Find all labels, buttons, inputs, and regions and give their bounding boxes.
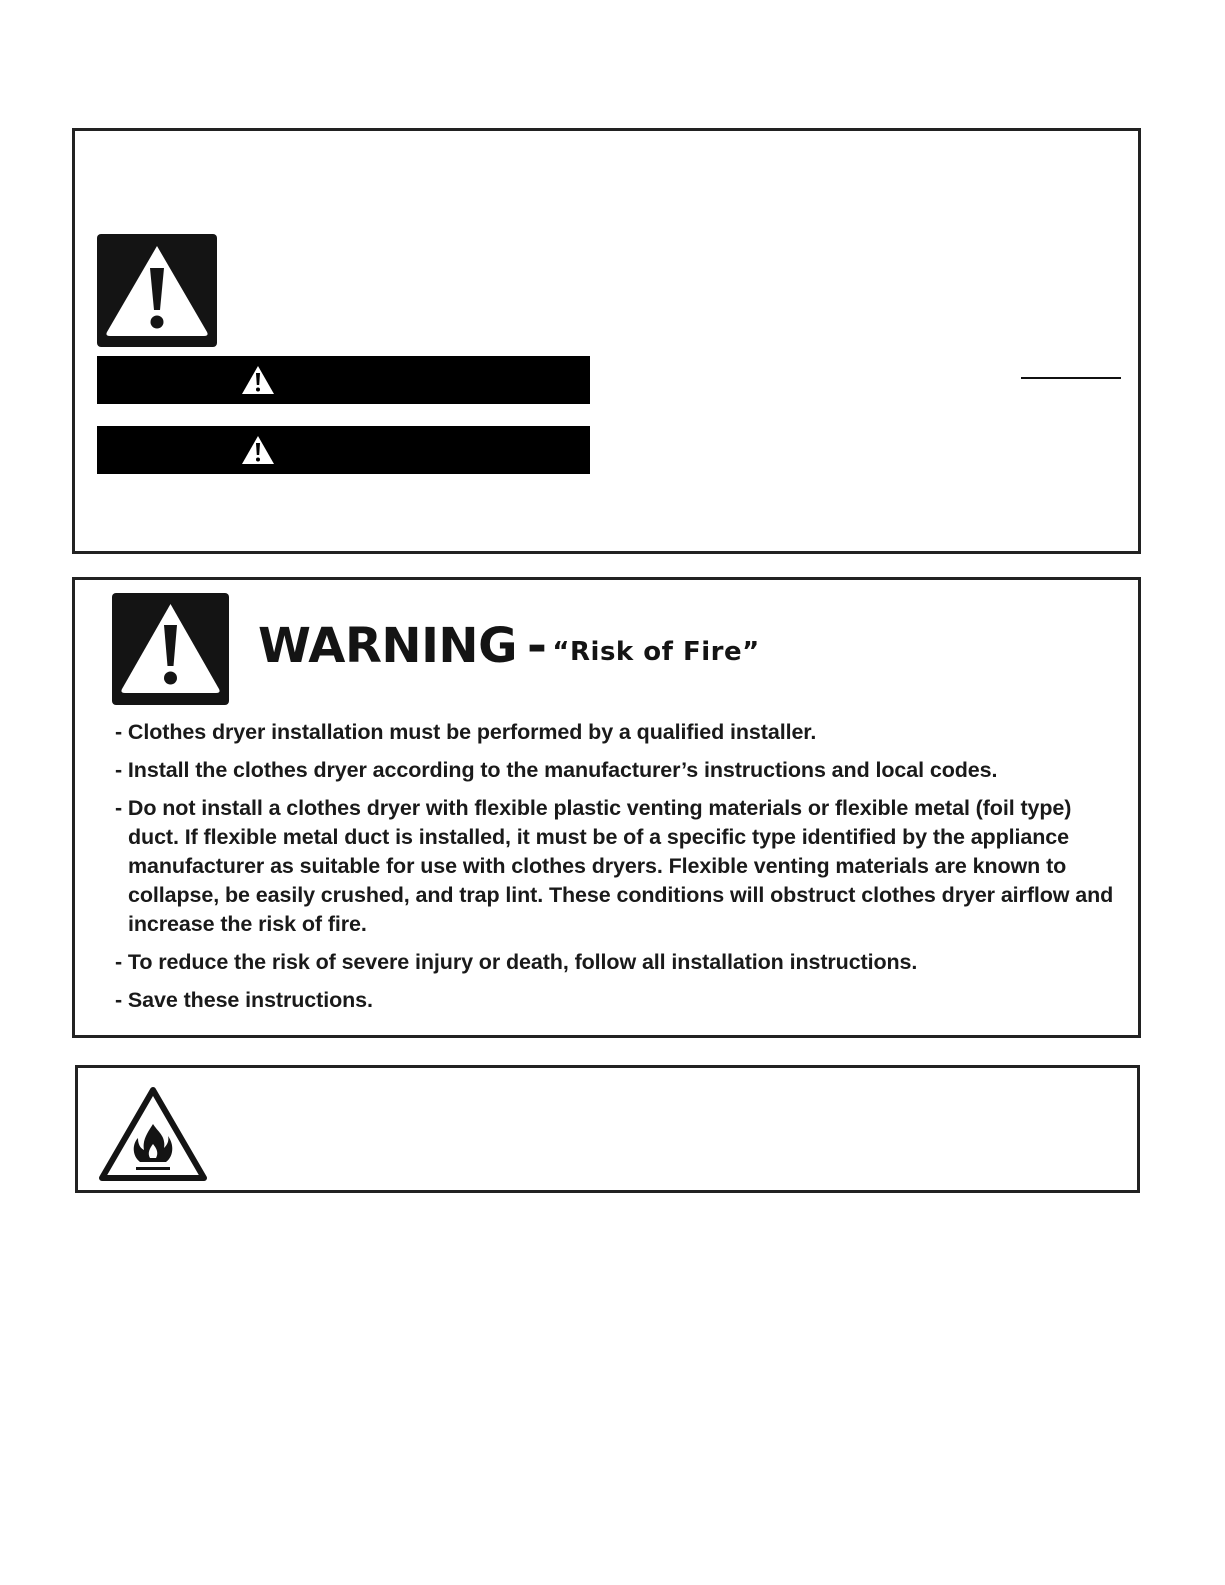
heading-dash: - — [527, 618, 547, 674]
warning-signal-bar — [97, 426, 590, 474]
list-item: - Do not install a clothes dryer with flexible plastic venting materials or flexible metal (foil type) duct. If flexible metal duct is installed, it must be of a specific type identified by the appliance manufacturer as suitable for use with clothes dryers. Flexible venting materials are known to collapse, be easily crushed, and trap lint. These conditions will obstruct clothes dryer airflow and increase the risk of fire. — [115, 796, 1114, 936]
safety-info-box — [72, 128, 1141, 554]
list-item: - Install the clothes dryer according to the manufacturer’s instructions and local codes. — [115, 758, 998, 782]
flame-icon — [98, 1086, 208, 1184]
list-item: - Clothes dryer installation must be performed by a qualified installer. — [115, 720, 817, 744]
fire-alert-icon — [112, 593, 229, 705]
warning-subtitle: “Risk of Fire” — [552, 637, 760, 667]
flammable-notice-box — [75, 1065, 1140, 1193]
underline-rule — [1021, 377, 1121, 379]
warning-title: WARNING — [258, 618, 517, 674]
danger-signal-bar — [97, 356, 590, 404]
warning-instructions-list — [115, 718, 1125, 1024]
safety-alert-icon — [97, 234, 217, 347]
alert-triangle-icon — [241, 435, 275, 465]
list-item: - Save these instructions. — [115, 988, 373, 1012]
warning-heading — [258, 610, 760, 688]
fire-warning-box — [72, 577, 1141, 1038]
alert-triangle-icon — [241, 365, 275, 395]
list-item: - To reduce the risk of severe injury or death, follow all installation instructions. — [115, 950, 918, 974]
